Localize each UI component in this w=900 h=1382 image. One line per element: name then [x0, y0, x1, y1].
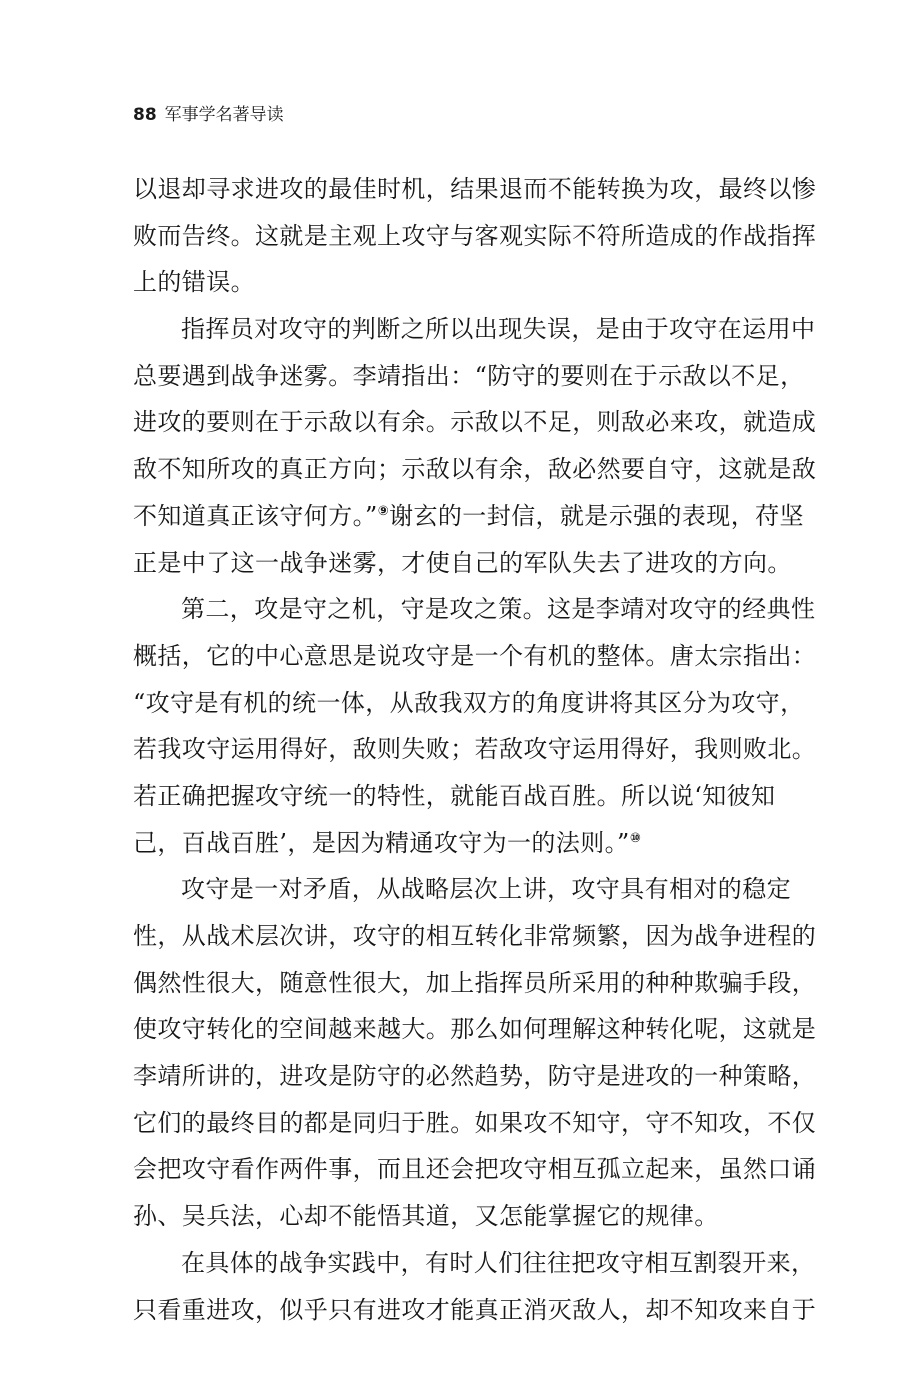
line-text: 己，百战百胜’，是因为精通攻守为一的法则。” [133, 828, 630, 857]
text-line [133, 773, 793, 820]
page-number: 88 [133, 105, 157, 125]
text-line [133, 866, 793, 913]
line-text: 孙、吴兵法，心却不能悟其道，又怎能掌握它的规律。 [133, 1202, 719, 1231]
footnote-marker: ⑨ [377, 503, 390, 519]
text-line [133, 726, 817, 773]
text-line [133, 633, 817, 680]
line-text: 只看重进攻，似乎只有进攻才能真正消灭敌人，却不知攻来自于 [133, 1295, 817, 1324]
text-line [133, 913, 817, 960]
text-line [133, 1146, 817, 1193]
line-text: 偶然性很大，随意性很大，加上指挥员所采用的种种欺骗手段， [133, 968, 817, 997]
line-text: 李靖所讲的，进攻是防守的必然趋势，防守是进攻的一种策略， [133, 1062, 817, 1091]
line-text: 它们的最终目的都是同归于胜。如果攻不知守，守不知攻，不仅 [133, 1108, 817, 1137]
footnote-marker: ⑩ [629, 830, 642, 846]
line-text: 若正确把握攻守统一的特性，就能百战百胜。所以说‘知彼知 [133, 781, 776, 810]
text-line [133, 166, 817, 213]
line-text: 败而告终。这就是主观上攻守与客观实际不符所造成的作战指挥 [133, 221, 817, 250]
text-line [133, 586, 816, 633]
text-line [133, 820, 793, 867]
line-text: “攻守是有机的统一体，从敌我双方的角度讲将其区分为攻守， [133, 688, 805, 717]
line-text: 以退却寻求进攻的最佳时机，结果退而不能转换为攻，最终以惨 [133, 175, 817, 203]
line-text: 会把攻守看作两件事，而且还会把攻守相互孤立起来，虽然口诵 [133, 1155, 817, 1184]
body-text [133, 166, 817, 1333]
line-text: 正是中了这一战争迷雾，才使自己的军队失去了进攻的方向。 [133, 548, 792, 577]
line-text: 不知道真正该守何方。” [133, 501, 378, 530]
line-text: 若我攻守运用得好，敌则失败；若敌攻守运用得好，我则败北。 [133, 735, 817, 764]
text-line [133, 960, 817, 1007]
running-header [133, 103, 284, 127]
text-line [133, 1053, 817, 1100]
line-text: 进攻的要则在于示敌以有余。示敌以不足，则敌必来攻，就造成 [133, 408, 817, 437]
line-text: 总要遇到战争迷雾。李靖指出：“防守的要则在于示敌以不足， [133, 361, 805, 390]
text-line [133, 259, 793, 306]
line-text: 性，从战术层次讲，攻守的相互转化非常频繁，因为战争进程的 [133, 922, 817, 950]
text-line [133, 540, 793, 587]
line-text: 使攻守转化的空间越来越大。那么如何理解这种转化呢，这就是 [133, 1015, 817, 1044]
text-line [133, 213, 817, 260]
text-line [133, 353, 805, 400]
line-text: 在具体的战争实践中，有时人们往往把攻守相互割裂开来， [181, 1248, 816, 1277]
text-line [133, 680, 805, 727]
text-line [133, 306, 816, 353]
text-line [133, 1240, 816, 1287]
book-title: 军事学名著导读 [164, 105, 284, 125]
text-line [133, 493, 804, 540]
text-line [133, 399, 817, 446]
text-line [133, 1100, 817, 1147]
line-text: 上的错误。 [133, 268, 255, 297]
line-text: 第二，攻是守之机，守是攻之策。这是李靖对攻守的经典性 [181, 595, 816, 624]
text-line [133, 1287, 817, 1334]
line-text: 指挥员对攻守的判断之所以出现失误，是由于攻守在运用中 [181, 315, 816, 344]
line-text: 攻守是一对矛盾，从战略层次上讲，攻守具有相对的稳定 [181, 875, 791, 904]
line-text: 概括，它的中心意思是说攻守是一个有机的整体。唐太宗指出： [133, 641, 817, 670]
line-text-after-note: 谢玄的一封信，就是示强的表现，苻坚 [389, 501, 804, 530]
line-text: 敌不知所攻的真正方向；示敌以有余，敌必然要自守，这就是敌 [133, 455, 817, 484]
text-line [133, 1193, 793, 1240]
text-line [133, 1006, 817, 1053]
text-line [133, 446, 817, 493]
